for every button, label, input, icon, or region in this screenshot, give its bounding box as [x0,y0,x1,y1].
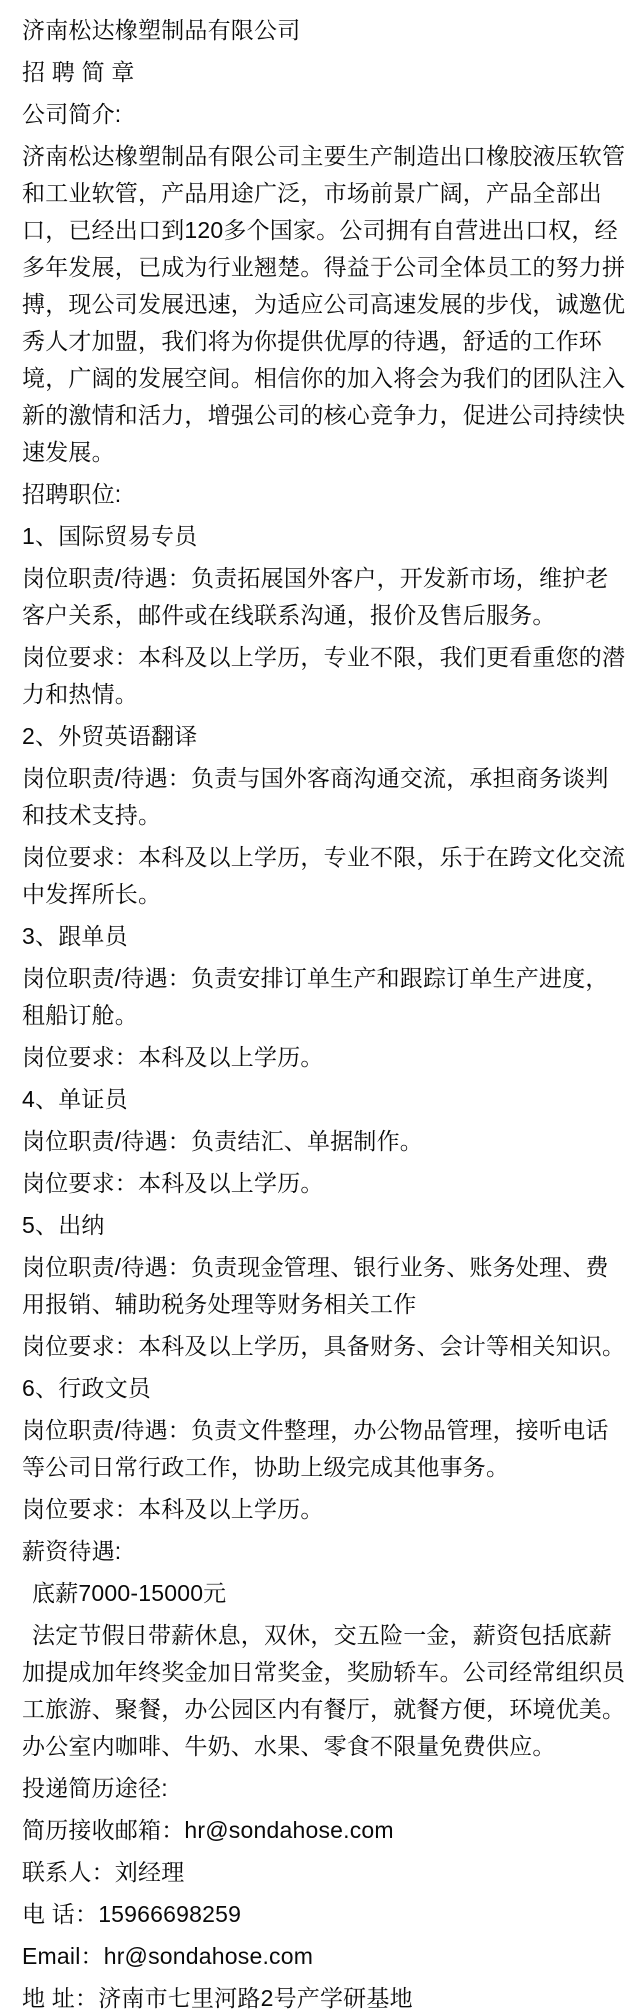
contact-person: 联系人：刘经理 [22,1859,185,1885]
intro-heading: 公司简介: [22,101,122,127]
position-3-duty: 岗位职责/待遇：负责安排订单生产和跟踪订单生产进度，租船订舱。 [22,965,609,1028]
position-6-title: 6、行政文员 [22,1375,151,1401]
position-6-requirement: 岗位要求：本科及以上学历。 [22,1496,324,1522]
position-5-duty: 岗位职责/待遇：负责现金管理、银行业务、账务处理、费用报销、辅助税务处理等财务相关工作 [22,1254,609,1317]
position-6-duty: 岗位职责/待遇：负责文件整理，办公物品管理，接听电话等公司日常行政工作，协助上级完成其他事务。 [22,1417,609,1480]
position-1-title: 1、国际贸易专员 [22,523,198,549]
position-2-duty: 岗位职责/待遇：负责与国外客商沟通交流，承担商务谈判和技术支持。 [22,765,609,828]
resume-email: 简历接收邮箱：hr@sondahose.com [22,1817,394,1843]
position-4-requirement: 岗位要求：本科及以上学历。 [22,1170,324,1196]
position-2-requirement: 岗位要求：本科及以上学历，专业不限，乐于在跨文化交流中发挥所长。 [22,844,626,907]
salary-base: 底薪7000-15000元 [32,1580,227,1606]
position-2-title: 2、外贸英语翻译 [22,723,198,749]
company-name: 济南松达橡塑制品有限公司 [22,17,301,43]
intro-body: 济南松达橡塑制品有限公司主要生产制造出口橡胶液压软管和工业软管，产品用途广泛，市场前景广阔，产品全部出口，已经出口到120多个国家。公司拥有自营进出口权，经多年发展，已成为行业翘楚。得益于公司全体员工的努力拼搏，现公司发展迅速，为适应公司高速发展的步伐，诚邀优秀人才加盟，我们将为你提供优厚的待遇，舒适的工作环境，广阔的发展空间。相信你的加入将会为我们的团队注入新的激情和活力，增强公司的核心竞争力，促进公司持续快速发展。 [22,143,626,465]
position-1-duty: 岗位职责/待遇：负责拓展国外客户，开发新市场，维护老客户关系，邮件或在线联系沟通，报价及售后服务。 [22,565,609,628]
positions-heading: 招聘职位: [22,481,122,507]
apply-heading: 投递简历途径: [22,1775,168,1801]
street-address: 地 址：济南市七里河路2号产学研基地 [22,1985,413,2011]
position-4-title: 4、单证员 [22,1086,128,1112]
position-3-requirement: 岗位要求：本科及以上学历。 [22,1044,324,1070]
position-5-title: 5、出纳 [22,1212,105,1238]
phone-number: 电 话：15966698259 [22,1901,242,1927]
position-4-duty: 岗位职责/待遇：负责结汇、单据制作。 [22,1128,423,1154]
salary-heading: 薪资待遇: [22,1538,122,1564]
position-3-title: 3、跟单员 [22,923,128,949]
position-1-requirement: 岗位要求：本科及以上学历，专业不限，我们更看重您的潜力和热情。 [22,644,626,707]
position-5-requirement: 岗位要求：本科及以上学历，具备财务、会计等相关知识。 [22,1333,626,1359]
doc-title: 招 聘 简 章 [22,59,135,85]
salary-details: 法定节假日带薪休息，双休，交五险一金，薪资包括底薪加提成加年终奖金加日常奖金，奖励轿车。公司经常组织员工旅游、聚餐，办公园区内有餐厅，就餐方便，环境优美。办公室内咖啡、牛奶、水果、零食不限量免费供应。 [22,1622,626,1759]
email-address: Email：hr@sondahose.com [22,1943,314,1969]
